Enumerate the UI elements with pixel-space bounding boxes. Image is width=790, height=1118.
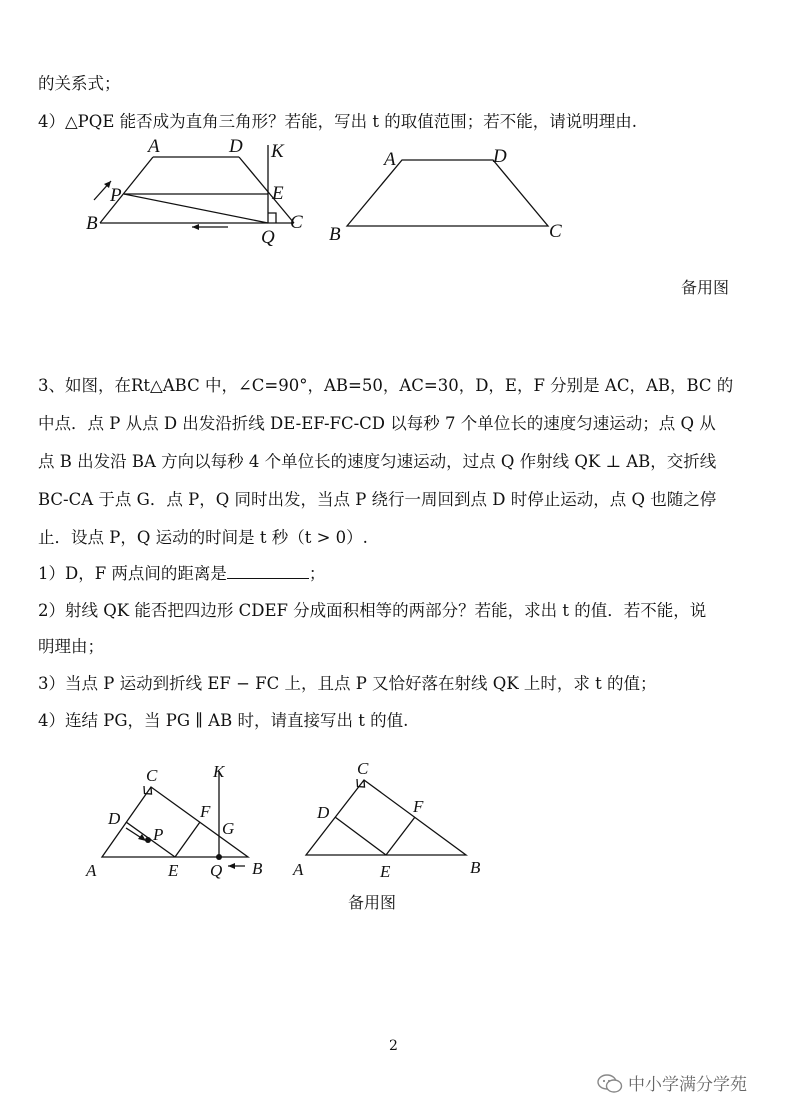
q3-arrowhead-Q xyxy=(228,863,235,869)
label-P: P xyxy=(153,825,164,844)
label-C: C xyxy=(146,766,158,785)
q2-backup-trapezoid xyxy=(347,160,548,226)
label-C: C xyxy=(549,221,562,242)
q3-sub-1 xyxy=(38,563,325,585)
q2-line-BA xyxy=(100,157,153,223)
q3-sub-2-cont: 明理由； xyxy=(38,637,104,656)
q2-backup-caption: 备用图 xyxy=(681,278,730,297)
q2-line-PQ xyxy=(124,194,268,223)
label-D: D xyxy=(108,809,121,828)
label-A: A xyxy=(86,861,97,880)
q3-backup-DE xyxy=(335,817,386,855)
label-F: F xyxy=(413,797,424,816)
label-D: D xyxy=(317,803,330,822)
q3-sub-3: 3）当点 P 运动到折线 EF − FC 上，且点 P 又恰好落在射线 QK 上时，求 t 的值； xyxy=(38,674,657,693)
q2-trapezoid-figure xyxy=(80,135,310,255)
q3-backup-caption: 备用图 xyxy=(348,893,397,912)
q3-stem-4: BC-CA 于点 G．点 P，Q 同时出发，当点 P 绕行一周回到点 D 时停止运动，点 Q 也随之停 xyxy=(38,490,717,509)
q2-backup-figure xyxy=(325,140,575,250)
q3-sub-1-text: 1）D，F 两点间的距离是 xyxy=(38,564,227,583)
label-K: K xyxy=(271,141,284,162)
q3-segment-EF xyxy=(175,822,200,857)
q3-triangle-figure xyxy=(80,755,280,885)
q3-backup-right-angle xyxy=(357,779,365,787)
label-Q: Q xyxy=(261,227,275,248)
q3-right-angle-C xyxy=(144,786,152,794)
q3-stem-1: 3、如图，在Rt△ABC 中，∠C=90°，AB=50，AC=30，D，E，F 分别是 AC，AB，BC 的 xyxy=(38,376,734,395)
label-K: K xyxy=(213,762,225,781)
wechat-icon xyxy=(597,1074,623,1094)
q3-sub-4: 4）连结 PG，当 PG ∥ AB 时，请直接写出 t 的值. xyxy=(38,711,409,730)
q3-backup-figure xyxy=(290,755,500,885)
page-number: 2 xyxy=(389,1038,398,1054)
q3-point-Q xyxy=(216,854,222,860)
q3-stem-3: 点 B 出发沿 BA 方向以每秒 4 个单位长的速度匀速运动，过点 Q 作射线 QK ⊥ AB，交折线 xyxy=(38,452,717,471)
q3-backup-EF xyxy=(386,817,415,855)
q3-stem-2: 中点．点 P 从点 D 出发沿折线 DE-EF-FC-CD 以每秒 7 个单位长的速度匀速运动；点 Q 从 xyxy=(38,414,716,433)
q2-question-4: 4）△PQE 能否成为直角三角形？若能，写出 t 的取值范围；若不能，请说明理由. xyxy=(38,112,637,131)
q3-stem-5: 止．设点 P，Q 运动的时间是 t 秒（t > 0）. xyxy=(38,528,368,547)
label-Q: Q xyxy=(210,861,223,880)
label-A: A xyxy=(148,136,160,157)
label-D: D xyxy=(493,146,507,167)
q3-point-P xyxy=(145,837,151,843)
q2-line-DC xyxy=(239,157,294,223)
label-C: C xyxy=(290,212,303,233)
label-B: B xyxy=(329,224,341,245)
watermark: 中小学满分学苑 xyxy=(628,1075,747,1095)
q3-sub-1-end: ； xyxy=(308,564,326,583)
label-G: G xyxy=(222,819,235,838)
label-P: P xyxy=(110,185,122,206)
q3-backup-triangle xyxy=(306,780,466,855)
label-A: A xyxy=(384,149,396,170)
label-F: F xyxy=(200,802,211,821)
q2-line-0: 的关系式； xyxy=(38,74,121,93)
label-E: E xyxy=(168,861,179,880)
label-A: A xyxy=(293,860,304,879)
label-B: B xyxy=(470,858,481,877)
label-B: B xyxy=(252,859,263,878)
label-D: D xyxy=(229,136,243,157)
answer-blank xyxy=(227,563,309,579)
label-E: E xyxy=(380,862,391,881)
label-B: B xyxy=(86,213,98,234)
label-C: C xyxy=(357,759,369,778)
q2-arrowhead-left xyxy=(192,224,199,230)
q3-sub-2: 2）射线 QK 能否把四边形 CDEF 分成面积相等的两部分？若能，求出 t 的值．若不能，说 xyxy=(38,601,707,620)
label-E: E xyxy=(272,183,284,204)
q2-right-angle-mark xyxy=(268,213,276,223)
